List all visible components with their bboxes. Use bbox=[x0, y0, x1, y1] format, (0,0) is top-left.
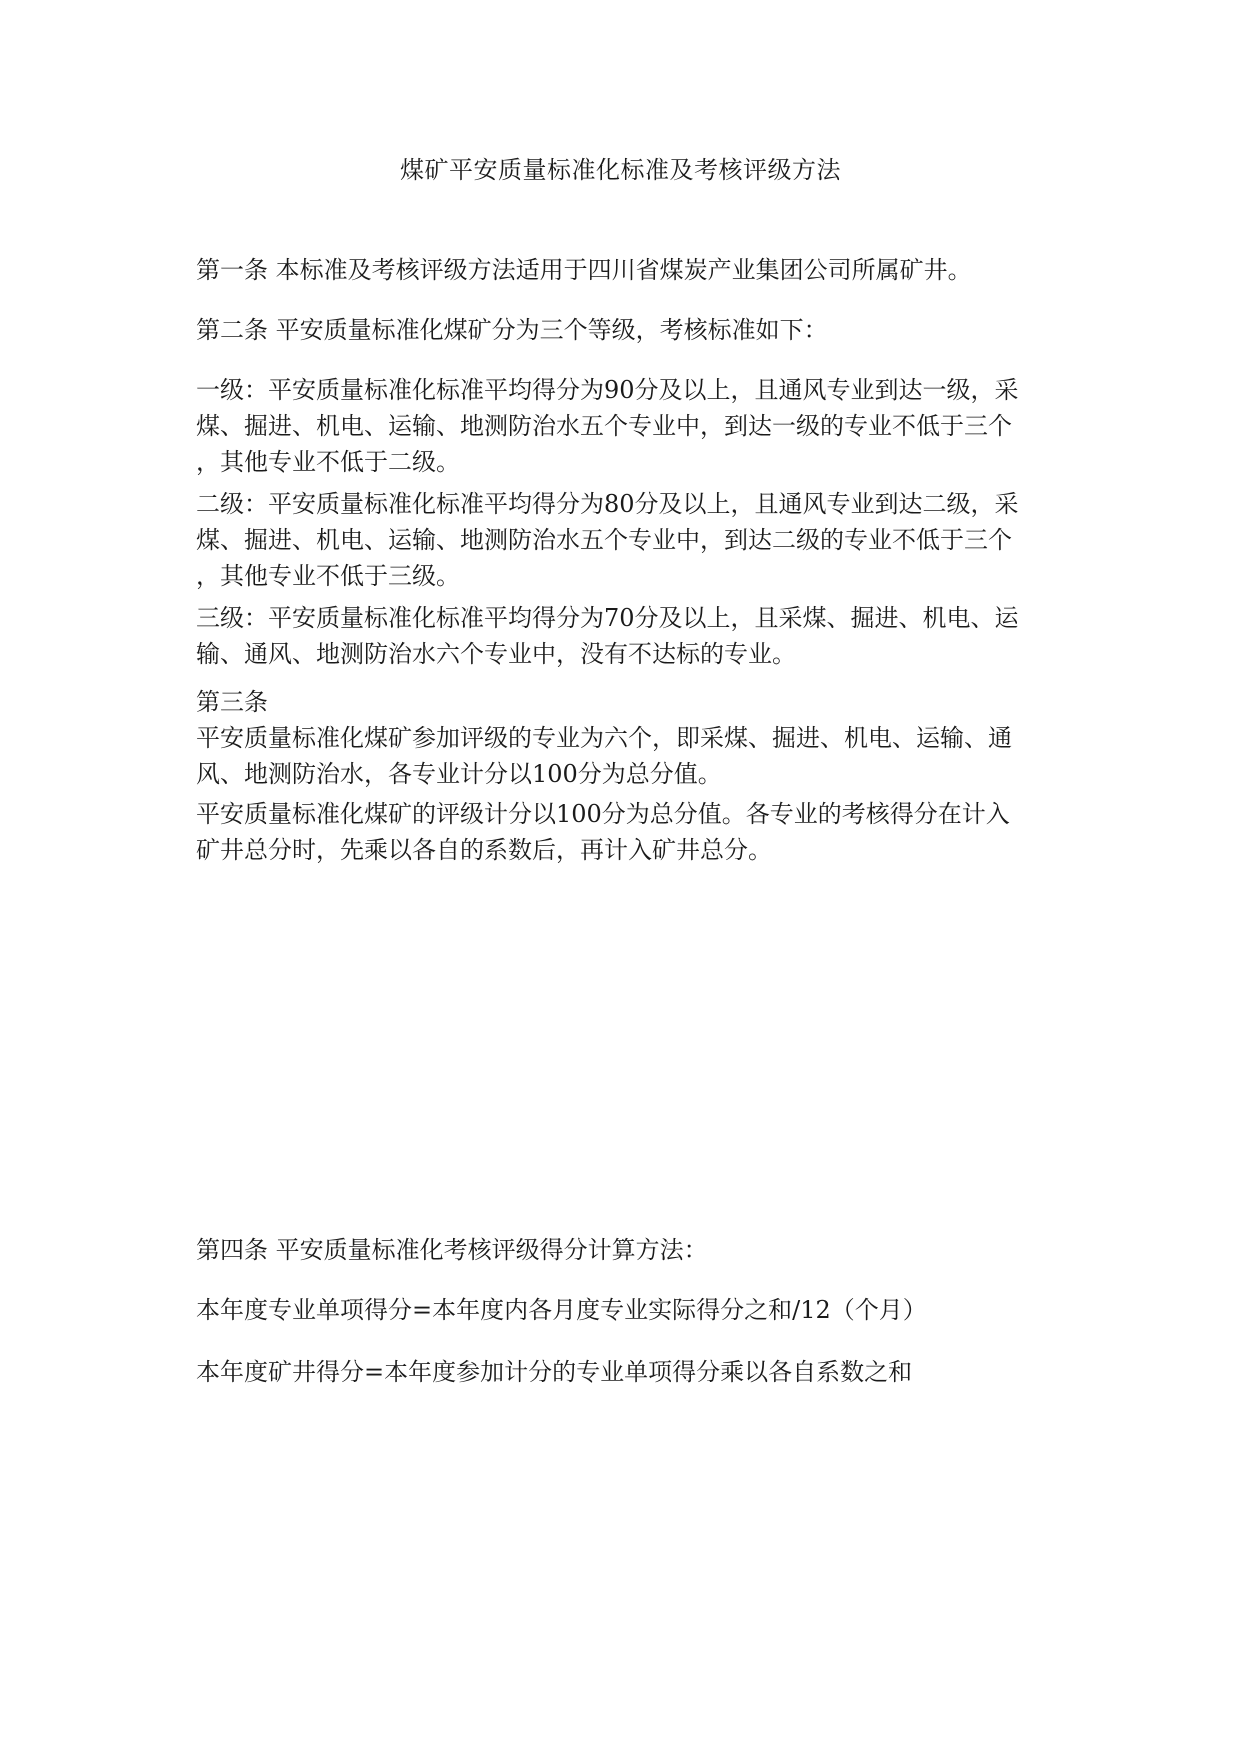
article-4-paragraph bbox=[196, 1232, 1056, 1268]
text-line: 平安质量标准化煤矿参加评级的专业为六个，即采煤、掘进、机电、运输、通 bbox=[196, 724, 1012, 752]
text-line: 第三条 bbox=[196, 688, 268, 716]
text-line: 二级：平安质量标准化标准平均得分为80分及以上，且通风专业到达二级，采 bbox=[196, 490, 1019, 518]
grade-2-paragraph bbox=[196, 486, 1056, 594]
article-1-paragraph bbox=[196, 252, 1056, 288]
formula-2-paragraph bbox=[196, 1354, 1056, 1390]
text-line: 第四条 平安质量标准化考核评级得分计算方法： bbox=[196, 1236, 708, 1264]
text-line: ，其他专业不低于二级。 bbox=[196, 448, 460, 476]
article-2-paragraph bbox=[196, 312, 1056, 348]
text-line: 风、地测防治水，各专业计分以100分为总分值。 bbox=[196, 760, 722, 788]
text-line: ，其他专业不低于三级。 bbox=[196, 562, 460, 590]
text-line: 输、通风、地测防治水六个专业中，没有不达标的专业。 bbox=[196, 640, 796, 668]
formula-1-paragraph bbox=[196, 1292, 1056, 1328]
text-line: 第一条 本标准及考核评级方法适用于四川省煤炭产业集团公司所属矿井。 bbox=[196, 256, 972, 284]
scoring-note-paragraph bbox=[196, 796, 1056, 868]
text-line: 本年度矿井得分=本年度参加计分的专业单项得分乘以各自系数之和 bbox=[196, 1358, 913, 1386]
text-line: 矿井总分时，先乘以各自的系数后，再计入矿井总分。 bbox=[196, 836, 772, 864]
text-line: 三级：平安质量标准化标准平均得分为70分及以上，且采煤、掘进、机电、运 bbox=[196, 604, 1019, 632]
article-3-paragraph bbox=[196, 684, 1056, 792]
text-line: 第二条 平安质量标准化煤矿分为三个等级，考核标准如下： bbox=[196, 316, 828, 344]
grade-3-paragraph bbox=[196, 600, 1056, 672]
text-line: 一级：平安质量标准化标准平均得分为90分及以上，且通风专业到达一级，采 bbox=[196, 376, 1019, 404]
document-title: 煤矿平安质量标准化标准及考核评级方法 bbox=[400, 156, 841, 184]
grade-1-paragraph bbox=[196, 372, 1056, 480]
text-line: 煤、掘进、机电、运输、地测防治水五个专业中，到达一级的专业不低于三个 bbox=[196, 412, 1012, 440]
text-line: 本年度专业单项得分=本年度内各月度专业实际得分之和/12（个月） bbox=[196, 1296, 927, 1324]
text-line: 煤、掘进、机电、运输、地测防治水五个专业中，到达二级的专业不低于三个 bbox=[196, 526, 1012, 554]
text-line: 平安质量标准化煤矿的评级计分以100分为总分值。各专业的考核得分在计入 bbox=[196, 800, 1010, 828]
